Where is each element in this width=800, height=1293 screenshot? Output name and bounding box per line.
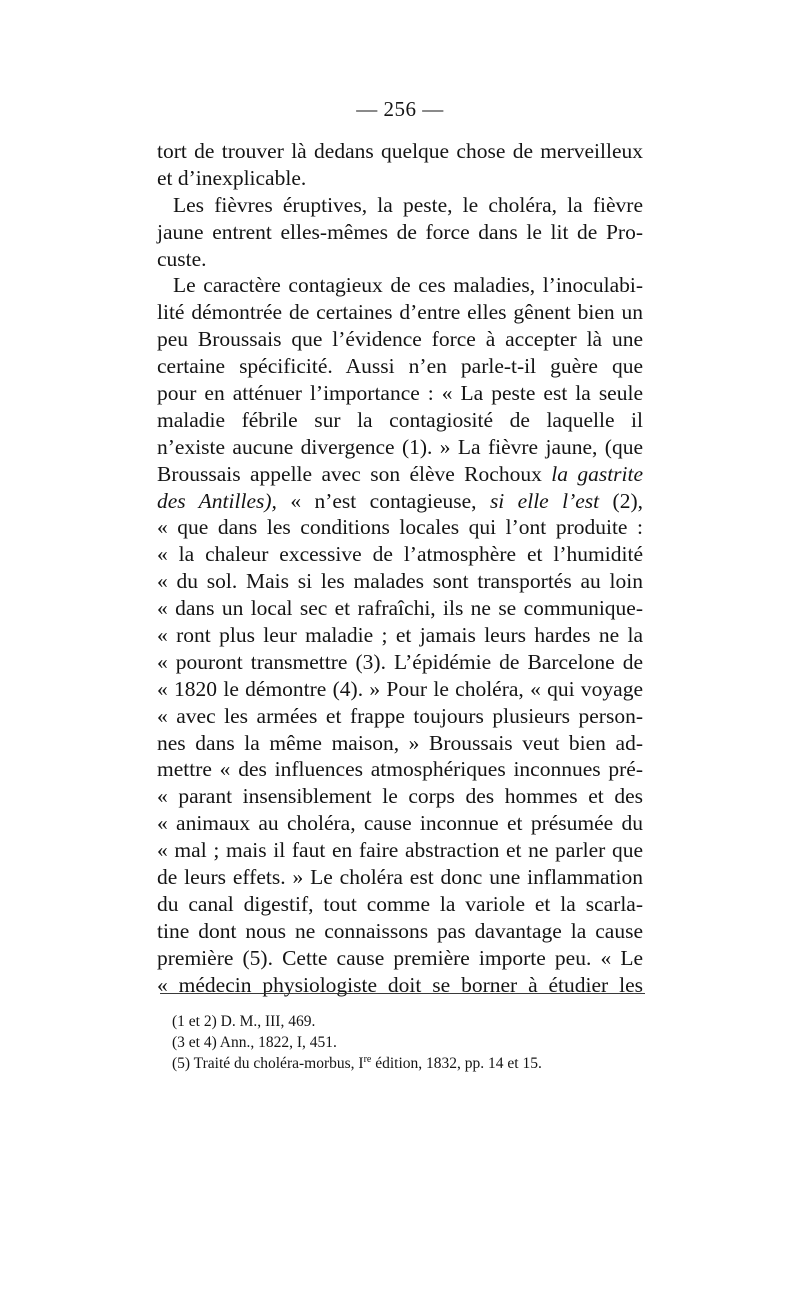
text-segment: Broussais appelle avec son élève Rochoux — [157, 461, 542, 486]
body-text — [157, 138, 643, 999]
text-segment: « médecin physiologiste doit se borner à étudier les — [157, 972, 643, 997]
page-number: — 256 — — [356, 97, 444, 121]
text-segment: « dans un local sec et rafraîchi, ils ne se communique- — [157, 596, 643, 621]
italic-segment: la gastrite — [551, 461, 644, 486]
footnote: (1 et 2) D. M., III, 469. — [172, 1013, 316, 1030]
text-line — [157, 756, 643, 783]
text-segment: Les fièvres éruptives, la peste, le choléra, la fièvre — [173, 192, 643, 217]
text-segment: « animaux au choléra, cause inconnue et présumée du — [157, 811, 643, 836]
text-segment: nes dans la même maison, » Broussais veut bien ad- — [157, 730, 643, 755]
text-segment: Le caractère contagieux de ces maladies, l’inoculabi- — [173, 273, 643, 298]
text-line — [157, 730, 643, 757]
text-segment: du canal digestif, tout comme la variole et la scarla- — [157, 891, 643, 916]
text-segment: maladie fébrile sur la contagiosité de laquelle il — [157, 407, 643, 432]
text-line — [157, 192, 643, 219]
text-segment: certaine spécificité. Aussi n’en parle-t-il guère que — [157, 354, 643, 379]
footnote-divider — [160, 993, 645, 994]
text-segment: n’existe aucune divergence (1). » La fièvre jaune, (que — [157, 434, 643, 459]
text-segment: « 1820 le démontre (4). » Pour le choléra, « qui voyage — [157, 676, 643, 701]
footnotes — [172, 1011, 642, 1074]
text-line — [157, 649, 643, 676]
text-line — [157, 918, 643, 945]
text-segment: « que dans les conditions locales qui l’ont produite : — [157, 515, 643, 540]
footnote: (5) Traité du choléra-morbus, Ire édition, 1832, pp. 14 et 15. — [172, 1053, 542, 1072]
text-line — [157, 461, 643, 488]
text-line — [157, 488, 643, 515]
text-line — [157, 514, 643, 541]
text-line — [157, 138, 643, 165]
footnote: (3 et 4) Ann., 1822, I, 451. — [172, 1034, 337, 1051]
text-line — [157, 541, 643, 568]
text-line — [157, 326, 643, 353]
text-segment: « avec les armées et frappe toujours plusieurs person- — [157, 703, 643, 728]
text-line — [157, 353, 643, 380]
text-segment: « parant insensiblement le corps des hommes et des — [157, 784, 643, 809]
text-segment: custe. — [157, 246, 207, 271]
text-line — [157, 246, 643, 273]
text-segment: (2), — [612, 488, 643, 513]
text-line — [157, 272, 643, 299]
text-segment: jaune entrent elles-mêmes de force dans le lit de Pro- — [157, 219, 643, 244]
text-segment: « n’est contagieuse, — [290, 488, 477, 513]
text-line — [157, 864, 643, 891]
italic-segment: des Antilles), — [157, 488, 277, 513]
text-segment: tine dont nous ne connaissons pas davantage la cause — [157, 918, 643, 943]
text-line — [157, 165, 643, 192]
text-segment: et d’inexplicable. — [157, 165, 307, 190]
text-line — [157, 622, 643, 649]
text-line — [157, 703, 643, 730]
text-segment: lité démontrée de certaines d’entre elles gênent bien un — [157, 300, 643, 325]
text-line — [157, 676, 643, 703]
text-line — [157, 407, 643, 434]
text-segment: peu Broussais que l’évidence force à accepter là une — [157, 327, 643, 352]
text-segment: première (5). Cette cause première importe peu. « Le — [157, 945, 643, 970]
text-line — [157, 299, 643, 326]
text-line — [157, 434, 643, 461]
text-segment: de leurs effets. » Le choléra est donc une inflammation — [157, 865, 643, 890]
text-line — [157, 837, 643, 864]
text-line — [157, 568, 643, 595]
text-segment: « la chaleur excessive de l’atmosphère et l’humidité — [157, 542, 643, 567]
text-line — [157, 810, 643, 837]
italic-segment: si elle l’est — [489, 488, 600, 513]
text-line — [157, 891, 643, 918]
text-segment: « du sol. Mais si les malades sont transportés au loin — [157, 569, 643, 594]
text-segment: tort de trouver là dedans quelque chose de merveilleux — [157, 139, 643, 163]
text-segment: pour en atténuer l’importance : « La peste est la seule — [157, 381, 643, 406]
text-segment: mettre « des influences atmosphériques inconnues pré- — [157, 757, 643, 782]
text-segment: « mal ; mais il faut en faire abstraction et ne parler que — [157, 838, 643, 863]
text-segment: « ront plus leur maladie ; et jamais leurs hardes ne la — [157, 623, 643, 648]
text-line — [157, 380, 643, 407]
text-line — [157, 945, 643, 972]
text-segment: « pouront transmettre (3). L’épidémie de Barcelone de — [157, 649, 643, 674]
text-line — [157, 783, 643, 810]
text-line — [157, 972, 643, 999]
text-line — [157, 595, 643, 622]
text-line — [157, 219, 643, 246]
